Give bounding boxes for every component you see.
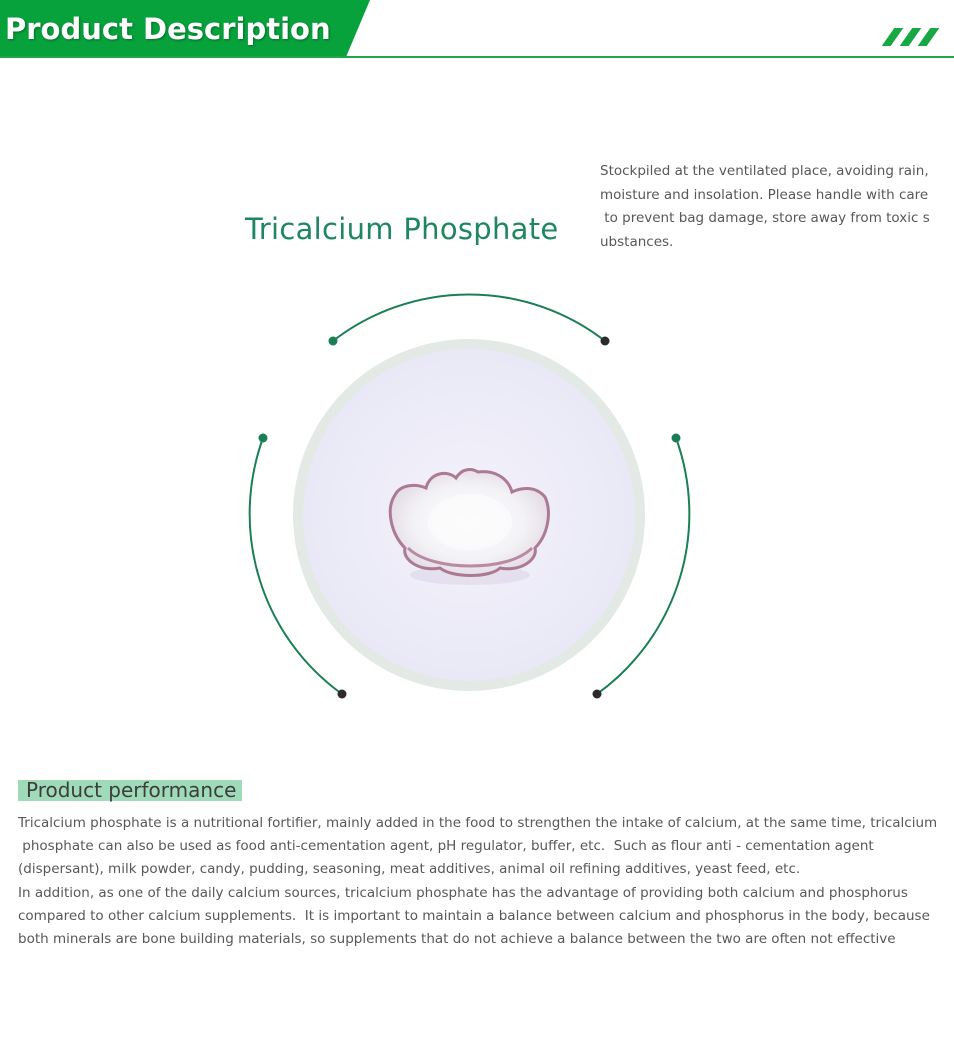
arc-dot-dark <box>593 690 602 699</box>
storage-line: ubstances. <box>600 233 674 250</box>
arc-dot-green <box>672 434 681 443</box>
performance-line: compared to other calcium supplements. It is important to maintain a balance between calcium and phosphorus in the body, because <box>18 907 930 924</box>
arc-dot-dark <box>601 337 610 346</box>
arc-dot-green <box>259 434 268 443</box>
performance-line: both minerals are bone building materials, so supplements that do not achieve a balance between the two are often not effective <box>18 931 896 948</box>
product-performance-text <box>18 812 954 951</box>
storage-line: moisture and insolation. Please handle with care <box>600 186 929 203</box>
performance-line: (dispersant), milk powder, candy, pudding, seasoning, meat additives, animal oil refining additives, yeast feed, etc. <box>18 861 801 878</box>
top-arc <box>333 294 605 341</box>
performance-line: phosphate can also be used as food anti-cementation agent, pH regulator, buffer, etc. Such as flour anti - cementation agent <box>18 838 874 855</box>
storage-line: Stockpiled at the ventilated place, avoiding rain, <box>600 163 929 179</box>
section-title: Product Description <box>5 12 331 46</box>
arc-dot-dark <box>338 690 347 699</box>
storage-line: to prevent bag damage, store away from toxic s <box>600 210 930 226</box>
performance-line: In addition, as one of the daily calcium sources, tricalcium phosphate has the advantage of providing both calcium and phosphorus <box>18 884 908 901</box>
arc-dot-green <box>329 337 338 346</box>
performance-line: Tricalcium phosphate is a nutritional fortifier, mainly added in the food to strengthen the intake of calcium, at the same time, tricalcium <box>18 815 938 831</box>
product-name-heading: Tricalcium Phosphate <box>245 212 559 246</box>
product-performance-heading: Product performance <box>18 780 242 801</box>
